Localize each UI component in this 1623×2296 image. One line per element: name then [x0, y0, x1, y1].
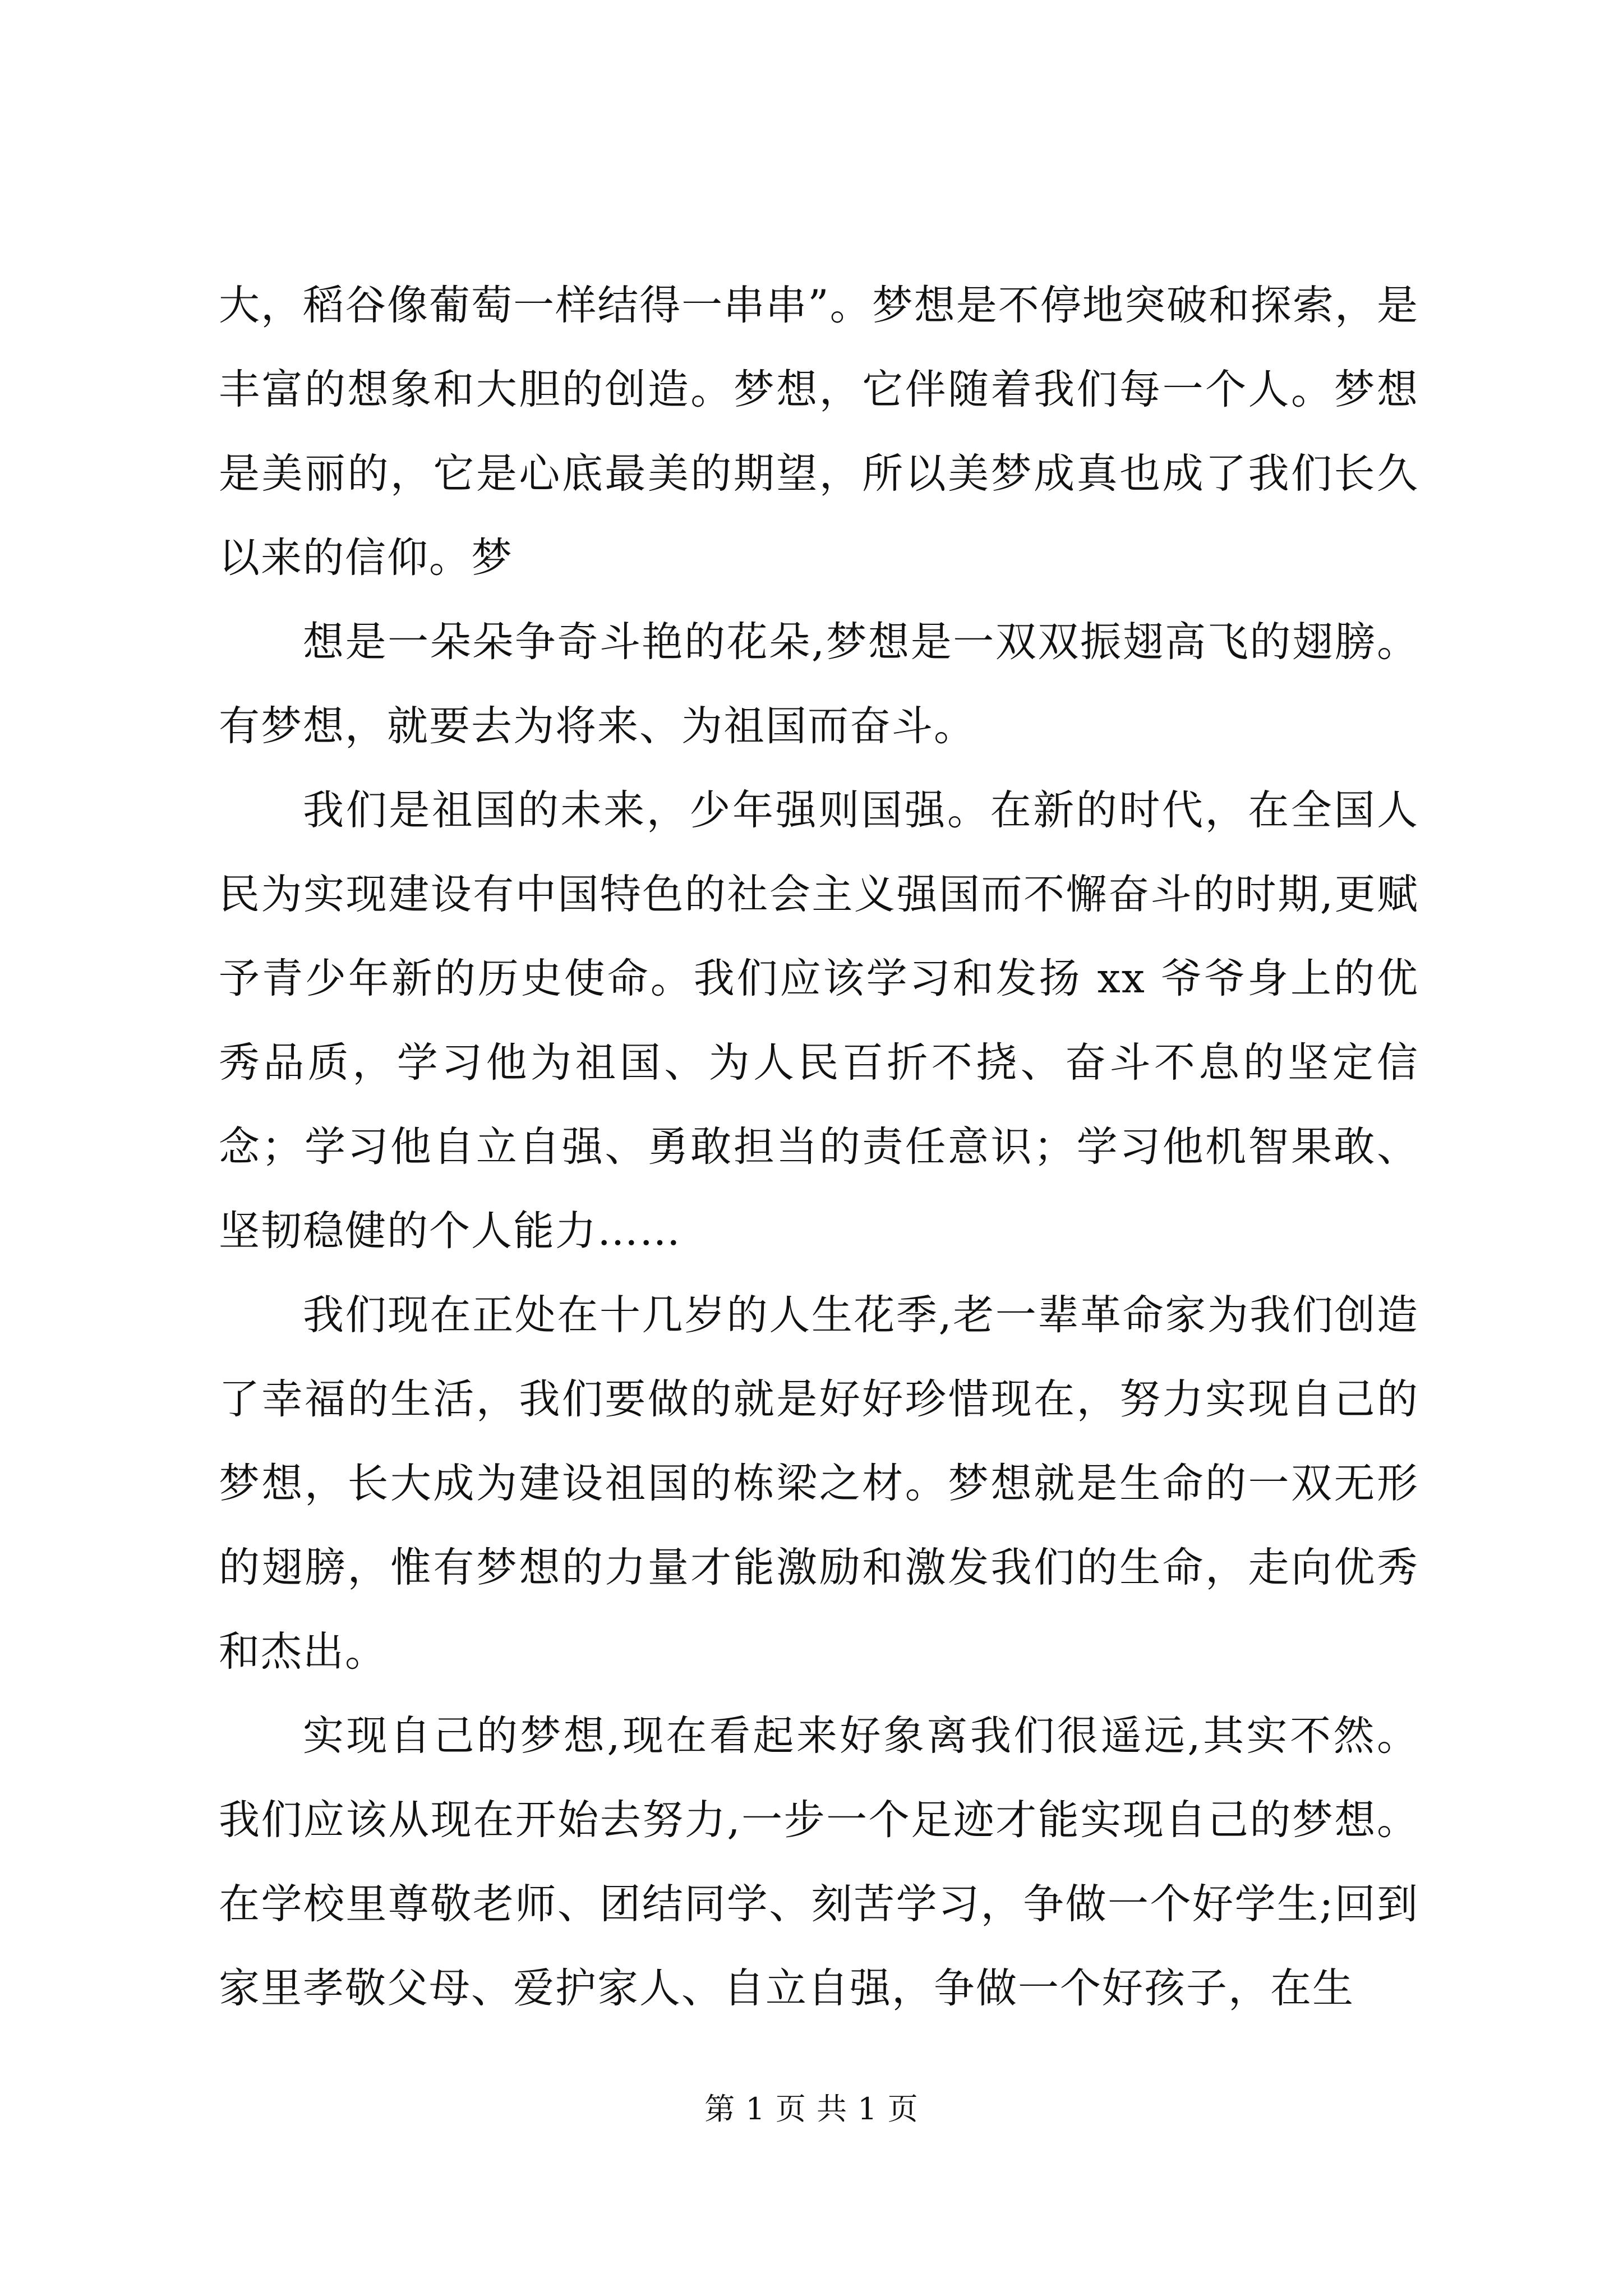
document-body: [219, 264, 1419, 2031]
paragraph-1: 大，稻谷像葡萄一样结得一串串”。梦想是不停地突破和探索，是丰富的想象和大胆的创造。梦想，它伴随着我们每一个人。梦想是美丽的，它是心底最美的期望，所以美梦成真也成了我们长久以来的信仰。梦: [219, 282, 1419, 582]
paragraph-3: 我们是祖国的未来，少年强则国强。在新的时代，在全国人民为实现建设有中国特色的社会主义强国而不懈奋斗的时期,更赋予青少年新的历史使命。我们应该学习和发扬 xx 爷爷身上的优秀品质，学习他为祖国、为人民百折不挠、奋斗不息的坚定信念；学习他自立自强、勇敢担当的责任意识；学习他机智果敢、坚韧稳健的个人能力……: [219, 786, 1419, 1255]
paragraph-5: 实现自己的梦想,现在看起来好象离我们很遥远,其实不然。我们应该从现在开始去努力,一步一个足迹才能实现自己的梦想。在学校里尊敬老师、团结同学、刻苦学习，争做一个好学生;回到家里孝敬父母、爱护家人、自立自强，争做一个好孩子，在生: [219, 1712, 1419, 2012]
paragraph-4: 我们现在正处在十几岁的人生花季,老一辈革命家为我们创造了幸福的生活，我们要做的就是好好珍惜现在，努力实现自己的梦想，长大成为建设祖国的栋梁之材。梦想就是生命的一双无形的翅膀，惟有梦想的力量才能激励和激发我们的生命，走向优秀和杰出。: [219, 1291, 1419, 1676]
page-footer: 第 1 页 共 1 页: [704, 2091, 919, 2127]
paragraph-2: 想是一朵朵争奇斗艳的花朵,梦想是一双双振翅高飞的翅膀。有梦想，就要去为将来、为祖国而奋斗。: [219, 618, 1419, 750]
